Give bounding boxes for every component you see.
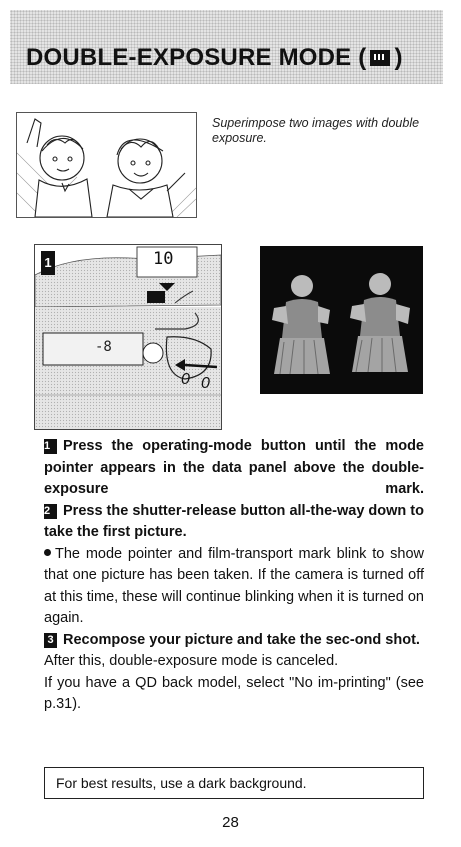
blink-note-text: The mode pointer and film-transport mark blink to show that one picture has been taken. If the camera is turned off at this time, these will continue blinking when it is turned on again.: [44, 545, 424, 626]
after-text-2: If you have a QD back model, select "No im-printing" (see p.31).: [44, 674, 424, 712]
superimposed-children-illustration: [16, 112, 197, 218]
tip-box: For best results, use a dark background.: [44, 767, 424, 799]
camera-control-diagram: [34, 244, 222, 430]
bullet-icon: [44, 549, 51, 556]
page-title: [26, 44, 403, 72]
double-exposure-photo: [260, 246, 423, 394]
control-marking-1: 0: [181, 371, 190, 388]
camera-step-number: 1: [41, 251, 55, 275]
step-3-text: Recompose your picture and take the sec-ond shot.: [63, 631, 420, 648]
title-prefix: DOUBLE-EXPOSURE MODE (: [26, 44, 367, 71]
photo-drawing: [260, 246, 423, 394]
double-exposure-icon: [370, 50, 390, 66]
step-3-number: 3: [44, 633, 57, 648]
page-number: 28: [222, 814, 239, 831]
frame-counter: 10: [153, 249, 174, 269]
step-1-number: 1: [44, 439, 57, 454]
step-2-text: Press the shutter-release button all-the-way down to take the first picture.: [44, 502, 424, 540]
blink-note: [44, 544, 424, 630]
title-suffix: ): [394, 44, 403, 71]
after-text-1: After this, double-exposure mode is canceled.: [44, 653, 339, 669]
control-marking-2: 0: [201, 375, 210, 392]
illustration-drawing: [17, 113, 196, 217]
step-3: [44, 630, 424, 652]
lcd-readout: -8: [95, 339, 112, 355]
instructions: [44, 436, 424, 716]
illustration-caption: Superimpose two images with double exposure.: [212, 116, 420, 145]
step-1-text: Press the operating-mode button until the mode pointer appears in the data panel above the double-exposure mark.: [44, 438, 424, 497]
title-banner: [10, 10, 443, 84]
camera-drawing: [35, 245, 221, 429]
step-2-number: 2: [44, 504, 57, 519]
step-2: [44, 501, 424, 544]
step-1: [44, 436, 424, 501]
